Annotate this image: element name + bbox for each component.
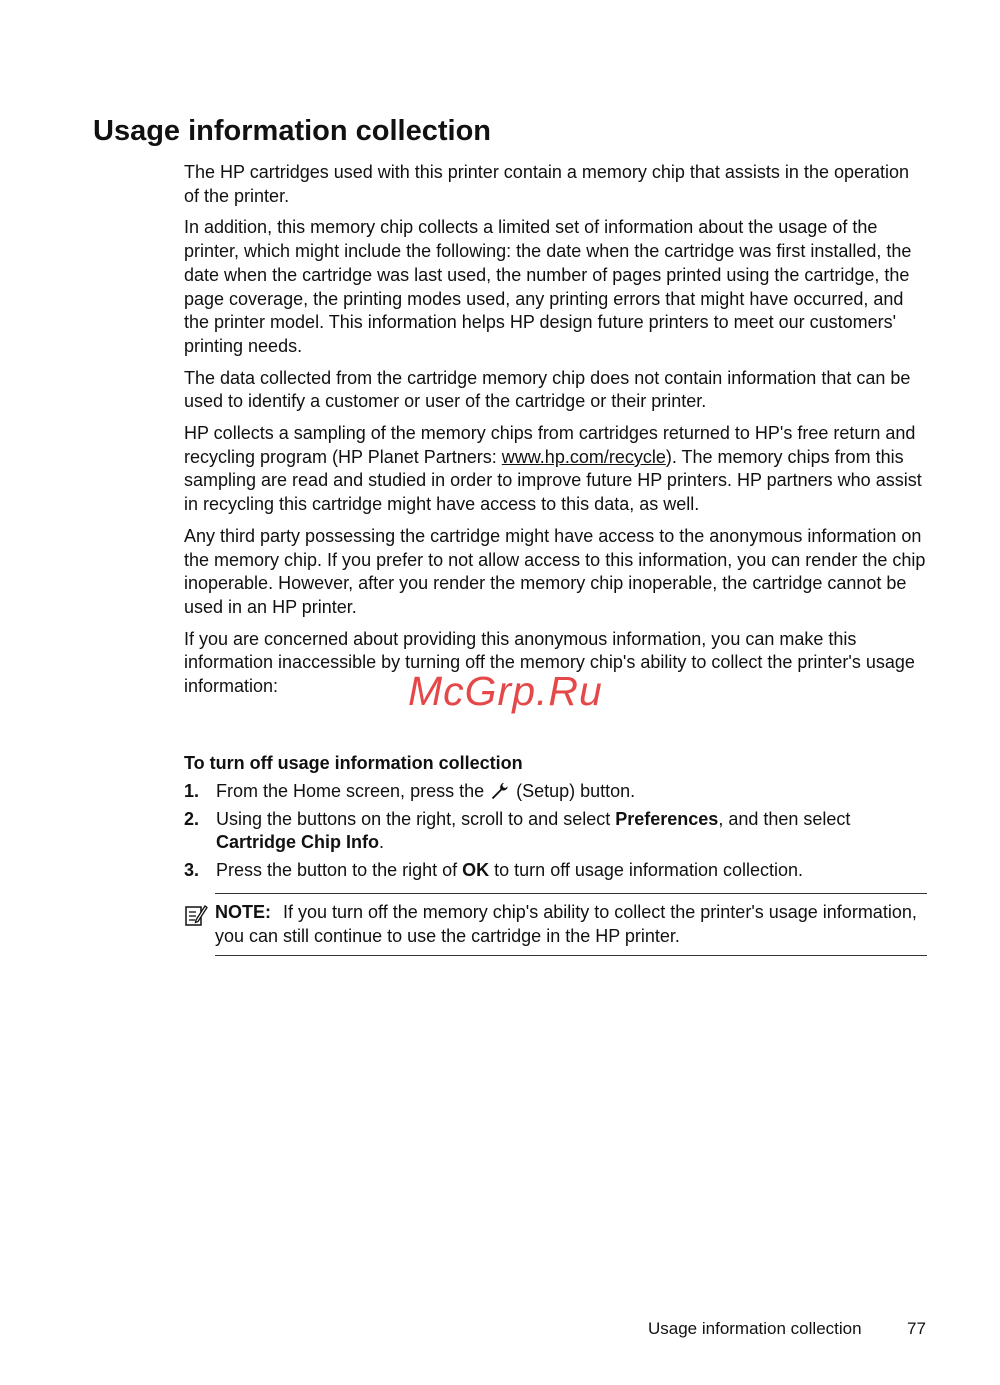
step-2-text-after: . xyxy=(379,832,385,853)
body-text xyxy=(184,161,929,707)
paragraph-4 xyxy=(184,422,929,517)
paragraph-4-text-after: ). The memory chips from this sampling are read and studied in order to improve future HP printers. HP partners who assist in recycling this cartridge might have access to this data, as well. xyxy=(184,446,922,515)
paragraph-2: In addition, this memory chip collects a limited set of information about the usage of the printer, which might include the following: the date when the cartridge was first installed, the date when the cartridge was last used, the number of pages printed using the cartridge, the page coverage, the printing modes used, any printing errors that might have occurred, and the printer model. This information helps HP design future printers to meet our customers' printing needs. xyxy=(184,217,912,356)
preferences-term: Preferences xyxy=(615,808,719,829)
step-2-text-middle: , and then select xyxy=(718,808,851,829)
note-icon xyxy=(184,903,208,927)
wrench-icon xyxy=(489,780,511,800)
step-1-text-after: (Setup) button. xyxy=(511,781,636,801)
paragraph-1: The HP cartridges used with this printer contain a memory chip that assists in the operation of the printer. xyxy=(184,162,910,206)
paragraph-4-text-before: HP collects a sampling of the memory chips from cartridges returned to HP's free return and recycling program (HP Planet Partners: xyxy=(184,423,916,467)
recycle-link[interactable]: www.hp.com/recycle xyxy=(501,446,666,467)
watermark: McGrp.Ru xyxy=(408,668,603,714)
note-text xyxy=(215,901,927,948)
step-number: 1. xyxy=(184,781,200,801)
ok-term: OK xyxy=(462,860,490,881)
step-3 xyxy=(184,859,929,883)
paragraph-6: If you are concerned about providing this anonymous information, you can make this information inaccessible by turning off the memory chip's ability to collect the printer's usage information: xyxy=(184,628,915,697)
procedure-heading: To turn off usage information collection xyxy=(184,753,523,773)
note-label: NOTE: xyxy=(215,902,271,922)
step-3-text-before: Press the button to the right of xyxy=(216,860,463,881)
step-2 xyxy=(184,808,929,855)
step-2-text-before: Using the buttons on the right, scroll to and select xyxy=(216,808,616,829)
step-1 xyxy=(184,780,929,804)
page-number: 77 xyxy=(907,1319,926,1338)
paragraph-5: Any third party possessing the cartridge might have access to the anonymous information on the memory chip. If you prefer to not allow access to this information, you can render the chip inoperable. However, after you render the memory chip inoperable, the cartridge cannot be used in an HP printer. xyxy=(184,525,926,617)
step-number: 3. xyxy=(184,860,200,881)
note-divider-bottom xyxy=(215,955,927,956)
note-divider-top xyxy=(215,893,927,894)
page-title: Usage information collection xyxy=(93,115,491,147)
note-body: If you turn off the memory chip's ability to collect the printer's usage information, you can still continue to use the cartridge in the HP printer. xyxy=(215,902,917,946)
step-3-text-after: to turn off usage information collection. xyxy=(489,860,804,881)
footer-section-title: Usage information collection xyxy=(648,1319,862,1338)
cartridge-chip-info-term: Cartridge Chip Info xyxy=(216,832,379,853)
step-number: 2. xyxy=(184,808,200,829)
procedure-steps xyxy=(184,780,929,887)
paragraph-3: The data collected from the cartridge memory chip does not contain information that can be used to identify a customer or user of the cartridge or their printer. xyxy=(184,367,911,412)
step-1-text-before: From the Home screen, press the xyxy=(216,781,490,801)
